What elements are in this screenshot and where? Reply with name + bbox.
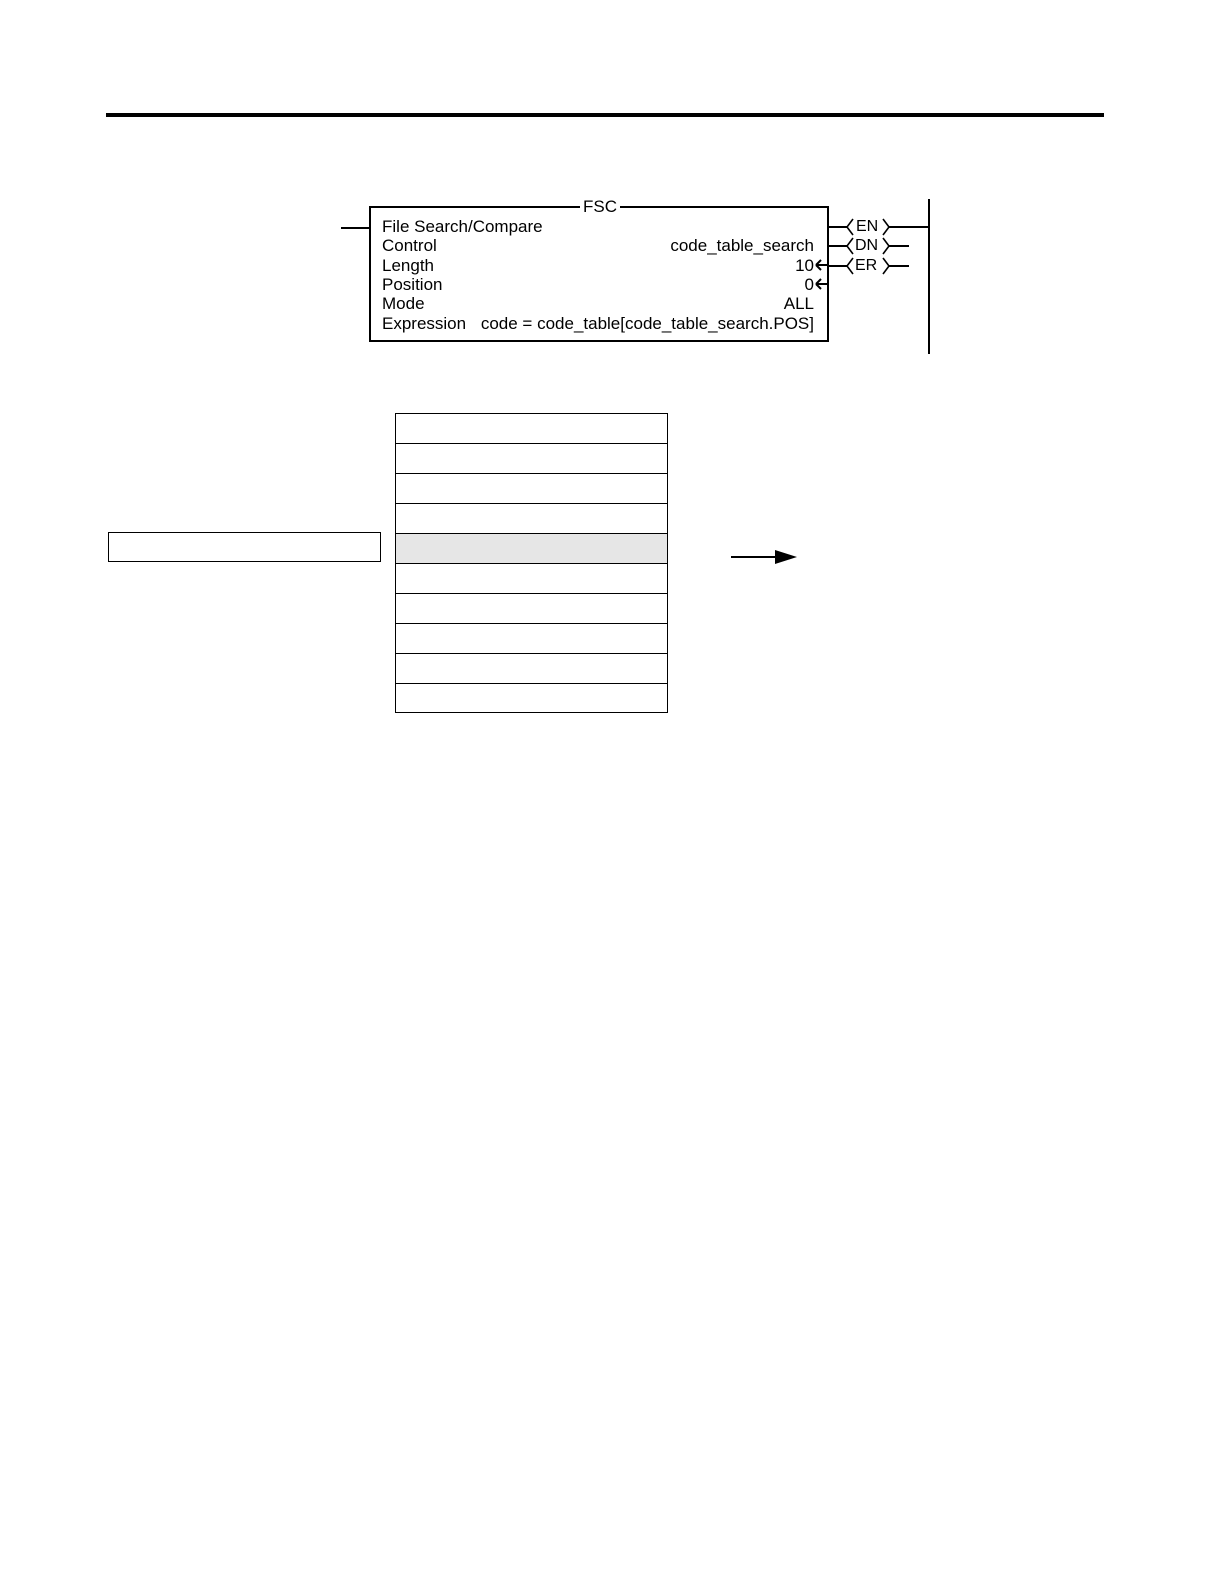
left-arrow-icon [815, 278, 829, 290]
fsc-row-length[interactable] [382, 256, 814, 276]
coil-er-label: ER [855, 257, 878, 274]
fsc-row-mode[interactable] [382, 294, 814, 314]
expression-label: Expression [382, 314, 467, 333]
coil-en-label: EN [856, 218, 879, 235]
array-cell [395, 683, 668, 713]
array-cell [395, 413, 668, 443]
length-value[interactable]: 10 [795, 256, 814, 275]
code-table-array [395, 413, 668, 713]
array-cell [395, 593, 668, 623]
rung-input-wire [341, 227, 370, 229]
array-cell [395, 563, 668, 593]
right-arrow-icon [731, 549, 799, 565]
coil-dn-label: DN [855, 237, 879, 254]
array-cell [395, 443, 668, 473]
mode-label: Mode [382, 294, 425, 313]
compare-value-box [108, 532, 381, 562]
output-coils [829, 215, 931, 275]
position-label: Position [382, 275, 443, 294]
control-value[interactable]: code_table_search [670, 236, 814, 255]
fsc-name-row [382, 217, 814, 237]
top-rule [106, 113, 1104, 117]
control-label: Control [382, 236, 437, 255]
fsc-row-control[interactable] [382, 236, 814, 256]
left-arrow-icon [815, 259, 829, 271]
array-cell-highlighted [395, 533, 668, 563]
array-cell [395, 623, 668, 653]
mode-value[interactable]: ALL [783, 294, 814, 313]
array-cell [395, 503, 668, 533]
array-cell [395, 473, 668, 503]
fsc-row-expression[interactable] [382, 314, 814, 334]
fsc-mnemonic: FSC [580, 197, 620, 217]
right-power-rail [928, 199, 930, 354]
fsc-row-position[interactable] [382, 275, 814, 295]
position-value[interactable]: 0 [804, 275, 814, 294]
fsc-name: File Search/Compare [382, 217, 543, 236]
array-cell [395, 653, 668, 683]
expression-value[interactable]: code = code_table[code_table_search.POS] [480, 314, 814, 333]
length-label: Length [382, 256, 434, 275]
